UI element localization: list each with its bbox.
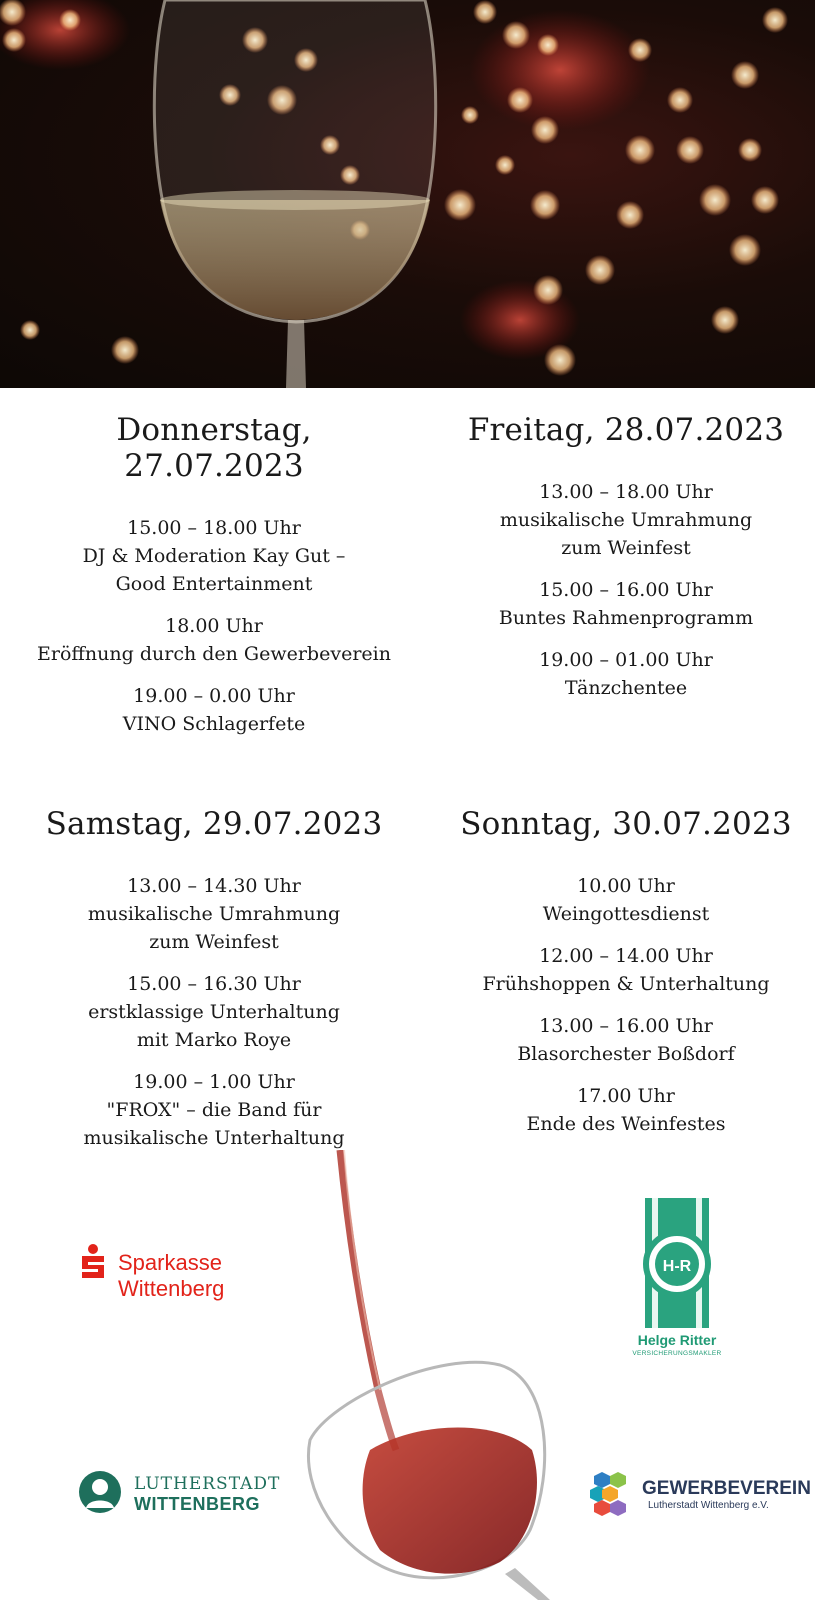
event-description: DJ & Moderation Kay Gut – — [82, 545, 346, 567]
helge-ritter-name: Helge Ritter — [637, 1332, 717, 1348]
event-description: Weingottesdienst — [542, 903, 710, 925]
event-time: 19.00 – 01.00 Uhr — [539, 649, 713, 671]
event-time: 18.00 Uhr — [165, 615, 263, 637]
event-description: musikalische Umrahmung — [499, 509, 753, 531]
event-item — [436, 1082, 815, 1138]
hexagon-cluster-icon — [588, 1470, 638, 1518]
day-title: Freitag, 28.07.2023 — [467, 412, 785, 448]
event-description: Good Entertainment — [115, 573, 313, 595]
gewerbeverein-logo — [588, 1470, 811, 1518]
sparkasse-name: Sparkasse Wittenberg — [118, 1250, 225, 1301]
event-item — [24, 514, 404, 598]
event-time: 19.00 – 0.00 Uhr — [133, 685, 295, 707]
helge-ritter-tagline: VERSICHERUNGSMAKLER — [632, 1350, 722, 1357]
event-time: 10.00 Uhr — [577, 875, 675, 897]
event-time: 15.00 – 16.00 Uhr — [539, 579, 713, 601]
lutherstadt-wittenberg-logo — [78, 1470, 281, 1516]
event-description: zum Weinfest — [561, 537, 691, 559]
event-description: "FROX" – die Band für — [106, 1099, 322, 1121]
event-description: Eröffnung durch den Gewerbeverein — [37, 643, 391, 665]
day-thursday — [24, 412, 404, 752]
event-description: zum Weinfest — [149, 931, 279, 953]
lutherstadt-text: LUTHERSTADT — [134, 1474, 281, 1494]
event-time: 15.00 – 18.00 Uhr — [127, 517, 301, 539]
event-time: 13.00 – 16.00 Uhr — [539, 1015, 713, 1037]
sparkasse-logo — [80, 1244, 250, 1308]
day-title: Sonntag, 30.07.2023 — [460, 806, 792, 842]
event-item — [24, 682, 404, 738]
event-description: Buntes Rahmenprogramm — [498, 607, 754, 629]
event-item — [24, 970, 404, 1054]
event-description: musikalische Umrahmung — [87, 903, 341, 925]
event-item — [24, 1068, 404, 1152]
day-title: Donnerstag, 27.07.2023 — [116, 412, 312, 484]
event-item — [436, 576, 815, 632]
event-description: Ende des Weinfestes — [526, 1113, 726, 1135]
event-item — [436, 646, 815, 702]
event-description: mit Marko Roye — [136, 1029, 292, 1051]
day-saturday — [24, 806, 404, 1166]
event-time: 12.00 – 14.00 Uhr — [539, 945, 713, 967]
event-description: Blasorchester Boßdorf — [517, 1043, 735, 1065]
helge-ritter-emblem-icon — [642, 1198, 712, 1328]
sparkasse-s-icon — [80, 1244, 106, 1280]
event-time: 19.00 – 1.00 Uhr — [133, 1071, 295, 1093]
day-title: Samstag, 29.07.2023 — [45, 806, 383, 842]
gewerbeverein-subtitle: Lutherstadt Wittenberg e.V. — [648, 1500, 769, 1511]
day-friday — [436, 412, 815, 716]
event-item — [24, 872, 404, 956]
svg-text:H-R: H-R — [662, 1258, 692, 1275]
event-item — [436, 942, 815, 998]
helge-ritter-logo — [622, 1198, 732, 1358]
event-description: VINO Schlagerfete — [122, 713, 306, 735]
event-item — [436, 478, 815, 562]
event-description: Frühshoppen & Unterhaltung — [482, 973, 770, 995]
day-sunday — [436, 806, 815, 1152]
event-description: erstklassige Unterhaltung — [88, 1001, 340, 1023]
luther-portrait-icon — [78, 1470, 122, 1514]
wittenberg-text: WITTENBERG — [134, 1494, 260, 1514]
event-description: Tänzchentee — [564, 677, 688, 699]
event-item — [436, 872, 815, 928]
gewerbeverein-text: GEWERBEVEREIN — [642, 1478, 811, 1499]
pouring-wine-illustration — [300, 1150, 600, 1600]
event-time: 13.00 – 14.30 Uhr — [127, 875, 301, 897]
hero-image-wine-glass-bokeh — [0, 0, 815, 388]
event-time: 17.00 Uhr — [577, 1085, 675, 1107]
event-time: 13.00 – 18.00 Uhr — [539, 481, 713, 503]
event-description: musikalische Unterhaltung — [83, 1127, 345, 1149]
event-item — [24, 612, 404, 668]
event-item — [436, 1012, 815, 1068]
event-time: 15.00 – 16.30 Uhr — [127, 973, 301, 995]
